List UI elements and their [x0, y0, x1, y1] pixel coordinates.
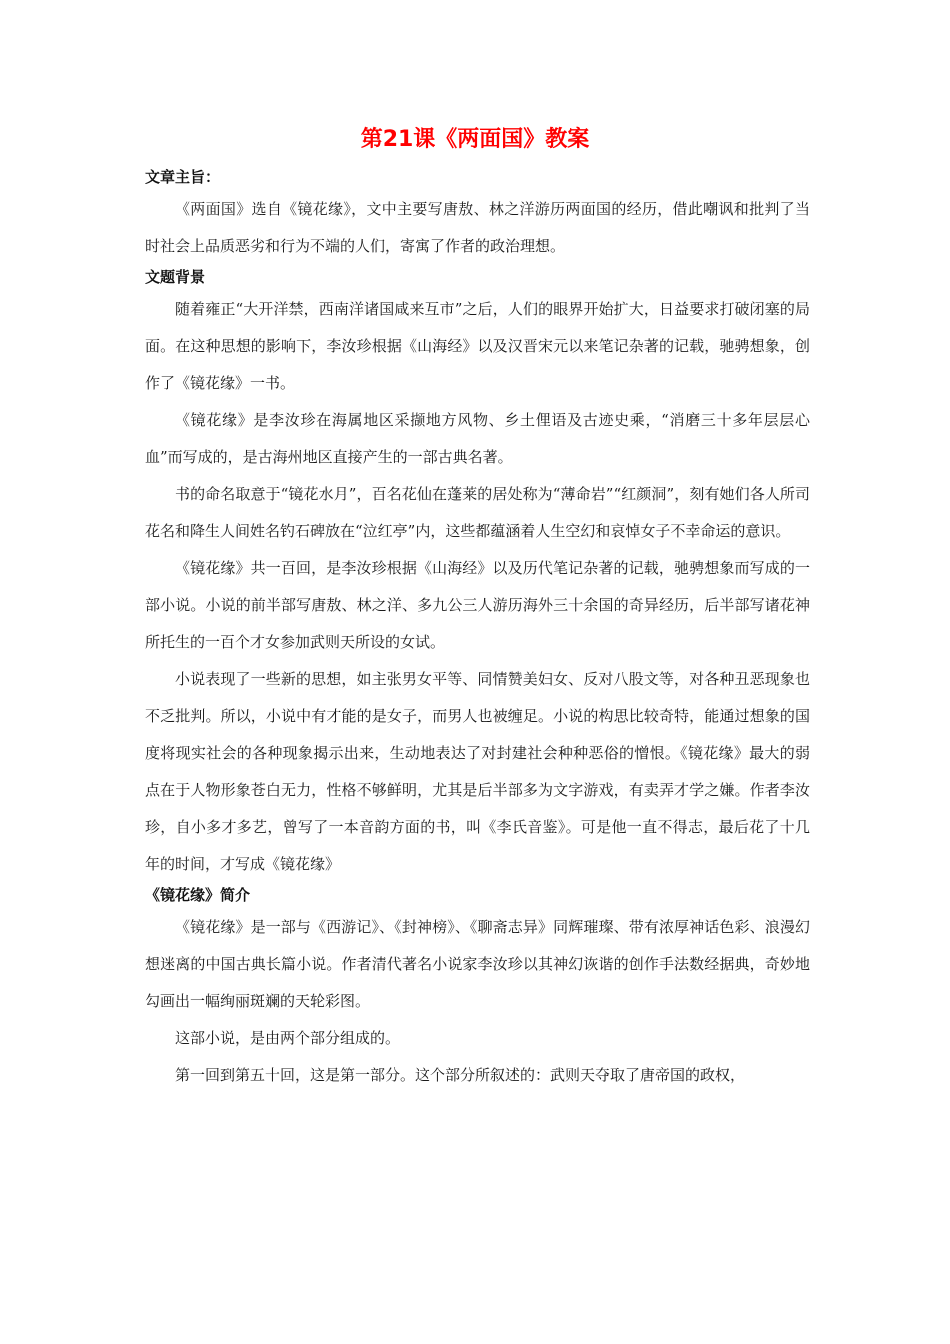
paragraph: 《镜花缘》是一部与《西游记》、《封神榜》、《聊斋志异》同辉璀璨、带有浓厚神话色彩、浪漫幻想迷离的中国古典长篇小说。作者清代著名小说家李汝珍以其神幻诙谐的创作手法数经据典，奇妙地勾画出一幅绚丽斑斓的天轮彩图。 — [145, 918, 810, 1010]
paragraph: 《镜花缘》是李汝珍在海属地区采撷地方风物、乡土俚语及古迹史乘，“消磨三十多年层层心血”而写成的，是古海州地区直接产生的一部古典名著。 — [145, 411, 810, 466]
section-heading-theme: 文章主旨： — [145, 168, 221, 186]
paragraph: 《镜花缘》共一百回，是李汝珍根据《山海经》以及历代笔记杂著的记载，驰骋想象而写成的一部小说。小说的前半部写唐敖、林之洋、多九公三人游历海外三十余国的奇异经历，后半部写诸花神所托生的一百个才女参加武则天所设的女试。 — [145, 559, 810, 651]
section-heading-background: 文题背景 — [145, 268, 206, 286]
paragraph: 第一回到第五十回，这是第一部分。这个部分所叙述的：武则天夺取了唐帝国的政权， — [175, 1066, 746, 1084]
document-title: 第21课《两面国》教案 — [360, 127, 590, 152]
paragraph: 书的命名取意于“镜花水月”，百名花仙在蓬莱的居处称为“薄命岩”“红颜洞”，刻有她们各人所司花名和降生人间姓名钓石碑放在“泣红亭”内，这些都蕴涵着人生空幻和哀悼女子不幸命运的意识。 — [145, 485, 810, 540]
paragraph: 《两面国》选自《镜花缘》，文中主要写唐敖、林之洋游历两面国的经历，借此嘲讽和批判了当时社会上品质恶劣和行为不端的人们，寄寓了作者的政治理想。 — [145, 200, 810, 255]
section-heading-intro: 《镜花缘》简介 — [145, 886, 251, 904]
paragraph: 小说表现了一些新的思想，如主张男女平等、同情赞美妇女、反对八股文等，对各种丑恶现象也不乏批判。所以，小说中有才能的是女子，而男人也被缠足。小说的构思比较奇特，能通过想象的国度将现实社会的各种现象揭示出来，生动地表达了对封建社会种种恶俗的憎恨。《镜花缘》最大的弱点在于人物形象苍白无力，性格不够鲜明，尤其是后半部多为文字游戏，有卖弄才学之嫌。作者李汝珍，自小多才多艺，曾写了一本音韵方面的书，叫《李氏音鉴》。可是他一直不得志，最后花了十几年的时间，才写成《镜花缘》 — [145, 670, 810, 873]
paragraph: 随着雍正“大开洋禁，西南洋诸国咸来互市”之后，人们的眼界开始扩大，日益要求打破闭塞的局面。在这种思想的影响下，李汝珍根据《山海经》以及汉晋宋元以来笔记杂著的记载，驰骋想象，创作了《镜花缘》一书。 — [145, 300, 810, 392]
paragraph: 这部小说，是由两个部分组成的。 — [175, 1029, 401, 1047]
document-body — [145, 167, 810, 1094]
